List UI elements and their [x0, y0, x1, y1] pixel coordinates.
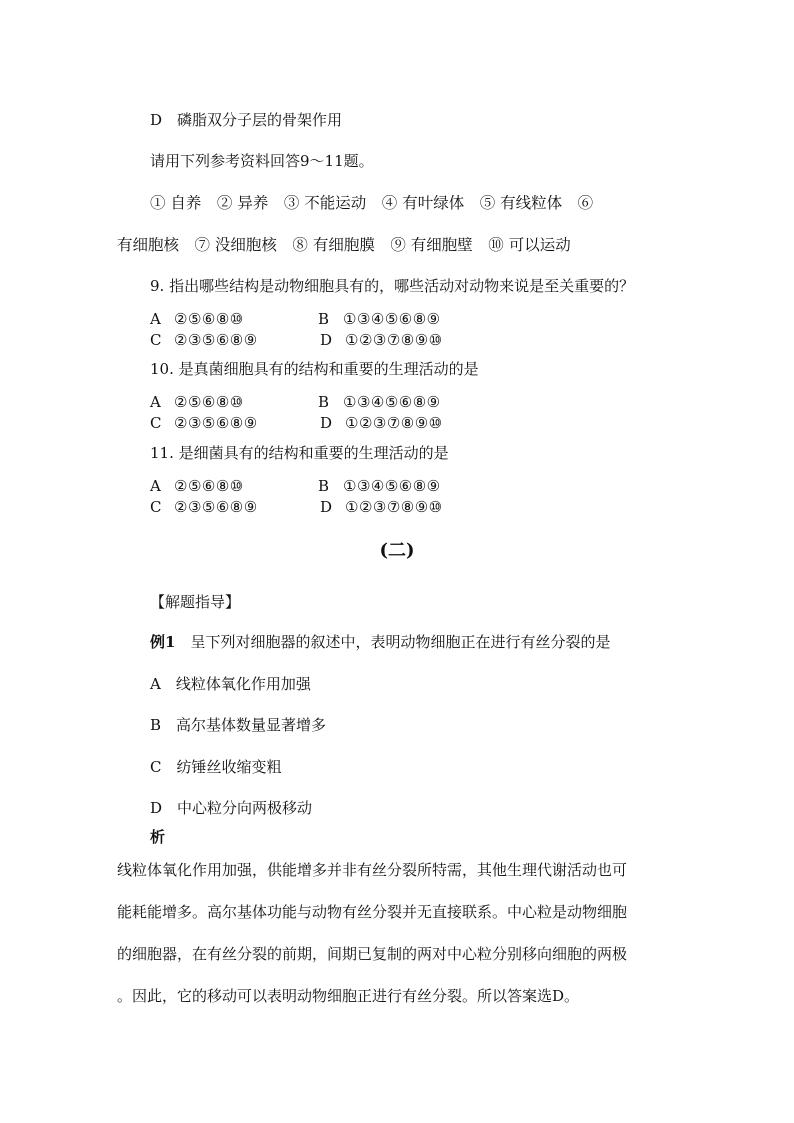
- example-option-d: D 中心粒分向两极移动: [150, 799, 313, 817]
- example-stem-text: 呈下列对细胞器的叙述中，表明动物细胞正在进行有丝分裂的是: [175, 633, 611, 651]
- choice-letter: C: [150, 414, 162, 432]
- materials-line-1: ① 自养 ② 异养 ③ 不能运动 ④ 有叶绿体 ⑤ 有线粒体 ⑥: [150, 194, 594, 212]
- section-title: (二): [379, 540, 415, 561]
- materials-line-2: 有细胞核 ⑦ 没细胞核 ⑧ 有细胞膜 ⑨ 有细胞壁 ⑩ 可以运动: [117, 236, 571, 254]
- example-label: 例1: [150, 633, 176, 651]
- choice-letter: C: [150, 331, 162, 349]
- choice-b-value: ①③④⑤⑥⑧⑨: [343, 310, 441, 328]
- choice-letter: B: [318, 477, 330, 495]
- analysis-line-2: 能耗能增多。高尔基体功能与动物有丝分裂并无直接联系。中心粒是动物细胞: [117, 903, 628, 921]
- choice-d-value: ①②③⑦⑧⑨⑩: [345, 331, 443, 349]
- choice-a-value: ②⑤⑥⑧⑩: [174, 477, 244, 495]
- choice-letter: C: [150, 498, 162, 516]
- guide-heading: 【解题指导】: [150, 593, 241, 611]
- choice-c-value: ②③⑤⑥⑧⑨: [174, 331, 258, 349]
- choice-c-value: ②③⑤⑥⑧⑨: [174, 414, 258, 432]
- question-10-stem: 10. 是真菌细胞具有的结构和重要的生理活动的是: [150, 360, 479, 378]
- example-option-c: C 纺锤丝收缩变粗: [150, 758, 282, 776]
- choice-c-value: ②③⑤⑥⑧⑨: [174, 498, 258, 516]
- analysis-label: 析: [150, 828, 166, 846]
- instructions-text: 请用下列参考资料回答9～11题。: [150, 152, 374, 170]
- choice-letter: B: [318, 393, 330, 411]
- choice-b-value: ①③④⑤⑥⑧⑨: [343, 477, 441, 495]
- choice-b-value: ①③④⑤⑥⑧⑨: [343, 393, 441, 411]
- choice-letter: A: [150, 310, 161, 328]
- analysis-line-3: 的细胞器，在有丝分裂的前期，间期已复制的两对中心粒分别移向细胞的两极: [117, 945, 628, 963]
- choice-letter: D: [320, 331, 333, 349]
- analysis-line-1: 线粒体氧化作用加强，供能增多并非有丝分裂所特需，其他生理代谢活动也可: [117, 861, 628, 879]
- example-option-b: B 高尔基体数量显著增多: [150, 716, 327, 734]
- choice-d-value: ①②③⑦⑧⑨⑩: [345, 498, 443, 516]
- choice-letter: D: [320, 414, 333, 432]
- choice-a-value: ②⑤⑥⑧⑩: [174, 393, 244, 411]
- choice-letter: D: [320, 498, 333, 516]
- analysis-line-4: 。因此，它的移动可以表明动物细胞正进行有丝分裂。所以答案选D。: [117, 987, 580, 1005]
- example-option-a: A 线粒体氧化作用加强: [150, 675, 311, 693]
- example-1-stem: [150, 632, 610, 652]
- choice-d-value: ①②③⑦⑧⑨⑩: [345, 414, 443, 432]
- choice-letter: B: [318, 310, 330, 328]
- question-11-stem: 11. 是细菌具有的结构和重要的生理活动的是: [150, 444, 449, 462]
- choice-letter: A: [150, 393, 161, 411]
- question-9-stem: 9. 指出哪些结构是动物细胞具有的，哪些活动对动物来说是至关重要的？: [150, 277, 635, 295]
- choice-letter: A: [150, 477, 161, 495]
- option-d-line: D 磷脂双分子层的骨架作用: [150, 111, 343, 129]
- choice-a-value: ②⑤⑥⑧⑩: [174, 310, 244, 328]
